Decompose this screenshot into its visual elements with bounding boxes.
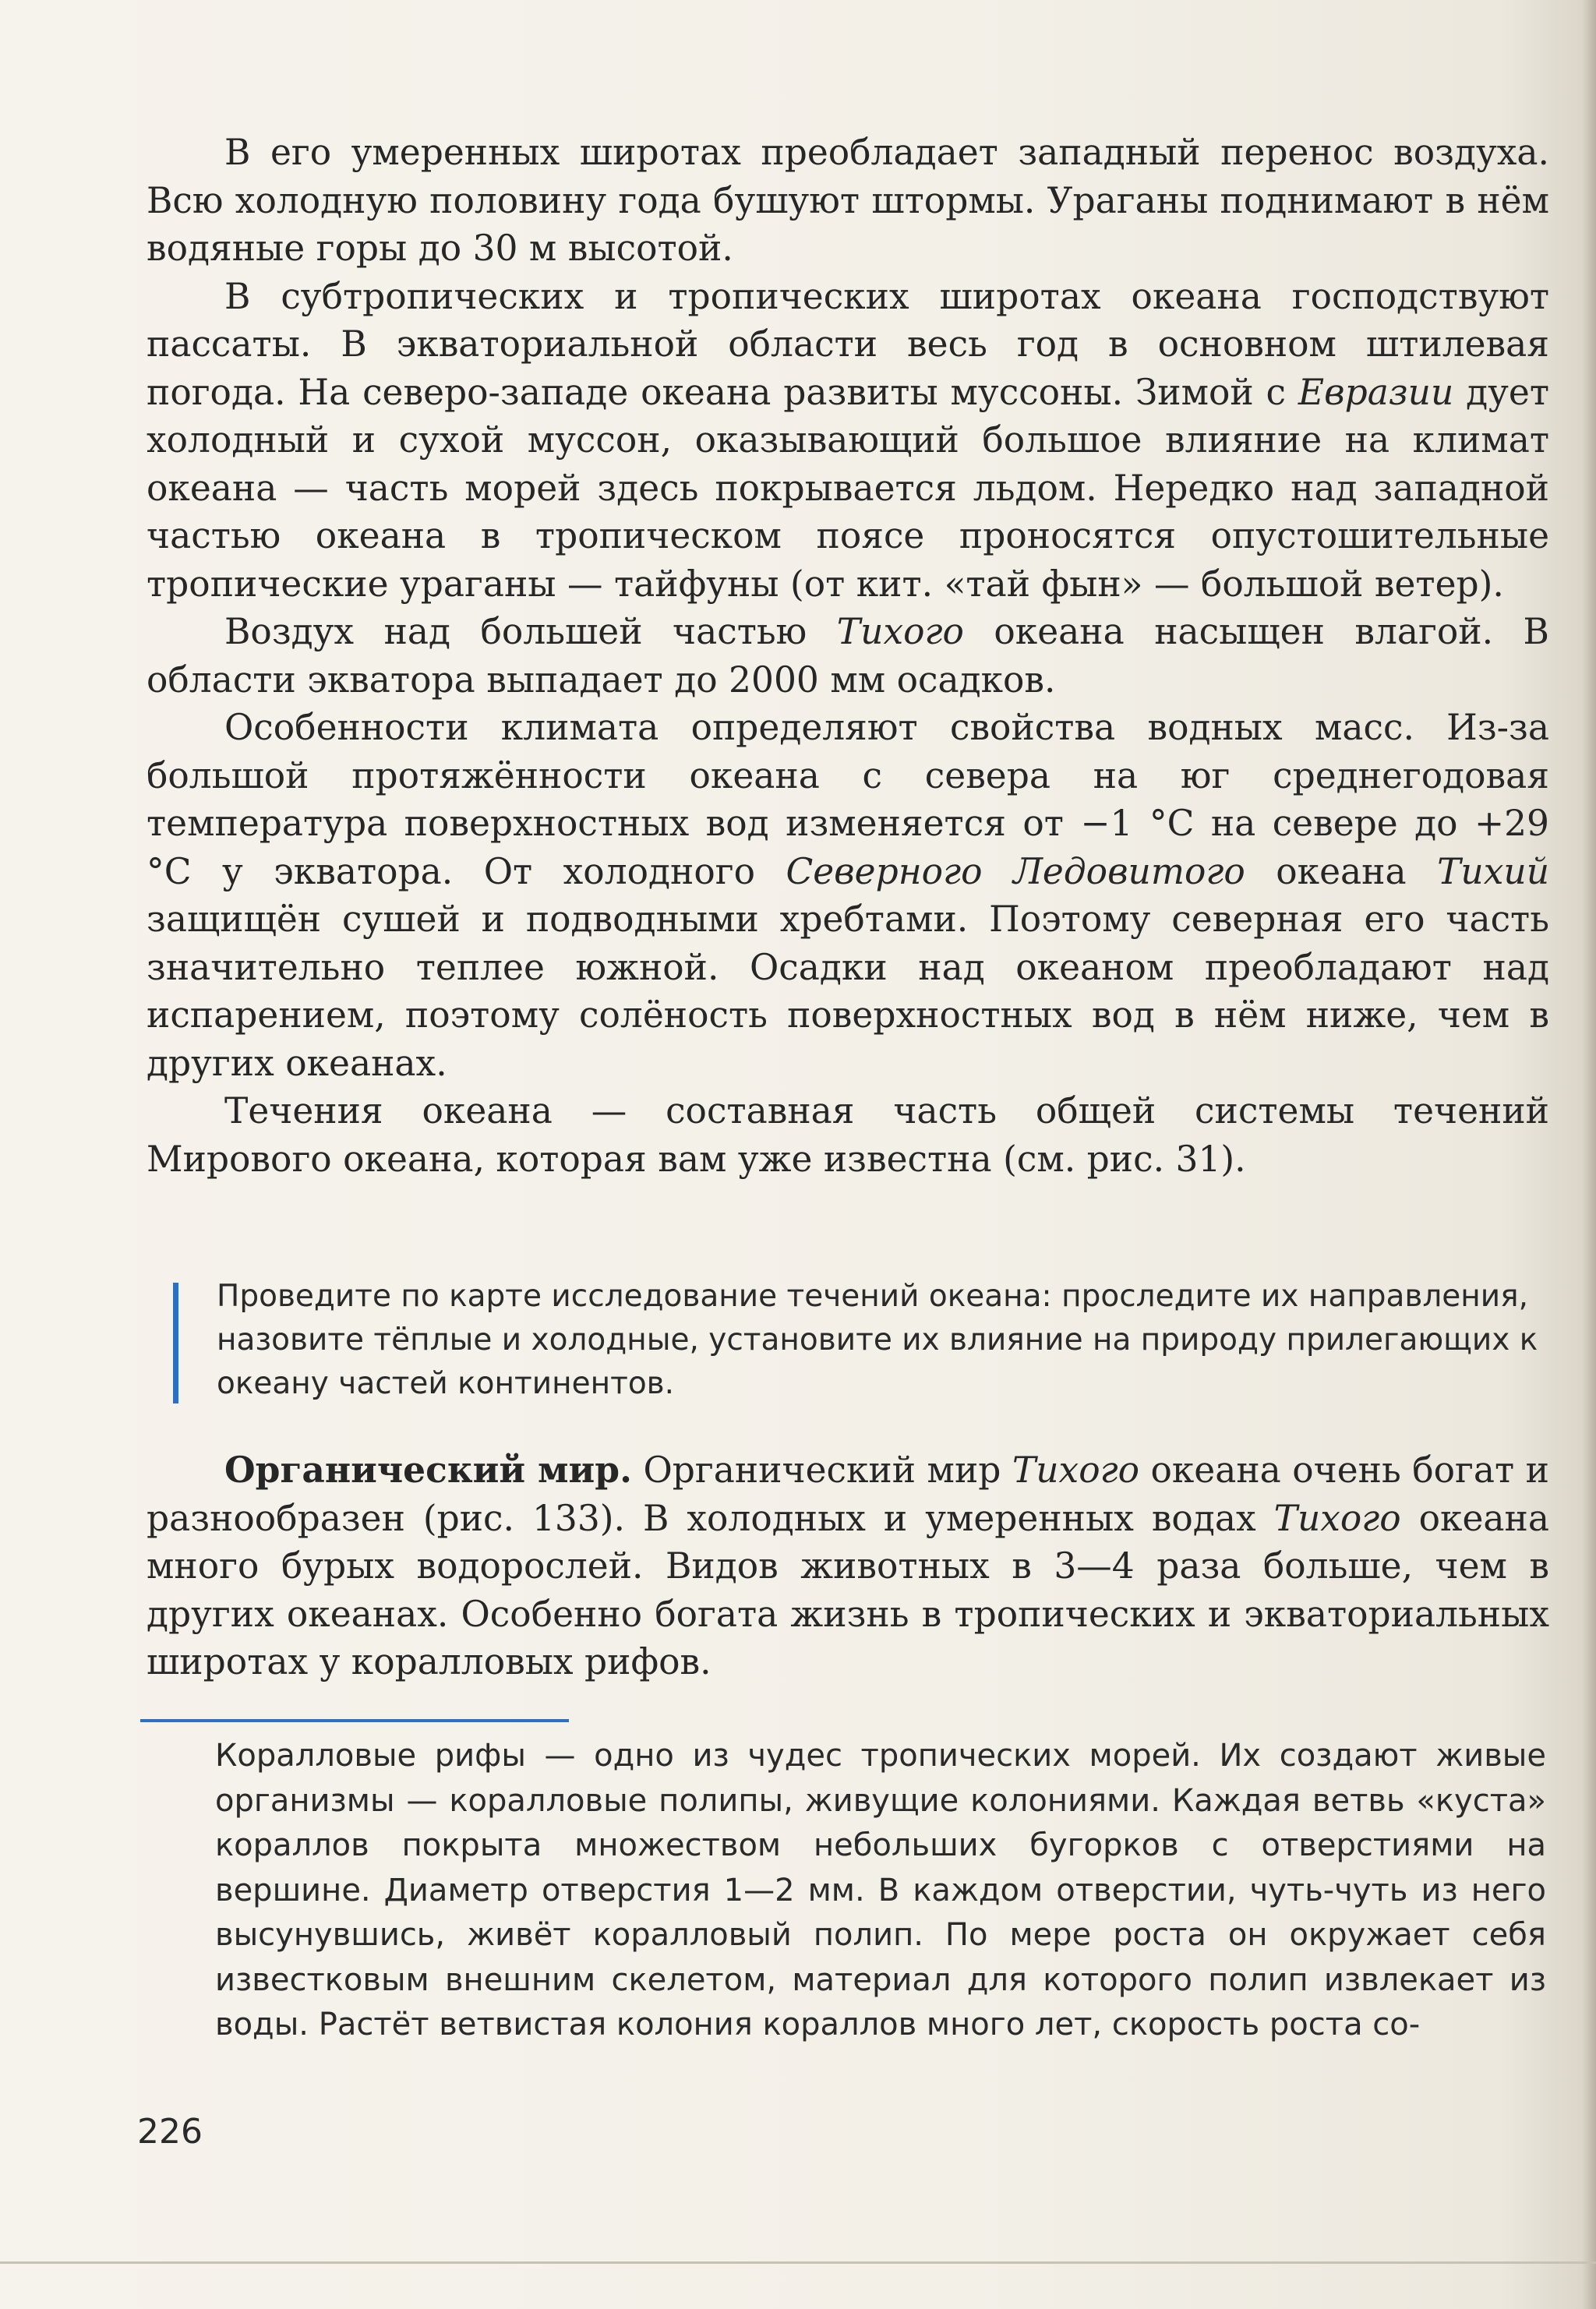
paragraph-organic-world: Органический мир. Органический мир Тихого океана очень богат и разнообразен (рис. 133). В холодных и умеренных водах Тихого океана много бурых водорослей. Видов животных в 3—4 раза больше, чем в других океанах. Особенно богата жизнь в тропических и экваториальных широтах у коралловых рифов. [147,1449,1549,1682]
page-number: 226 [137,2112,203,2152]
page-edge-shadow [1582,0,1596,2309]
paragraph-trade-winds: В субтропических и тропических широтах океана господствуют пассаты. В экваториальной области весь год в основном штилевая погода. На северо-западе океана развиты муссоны. Зимой с Евразии дует холодный и сухой муссон, оказывающий большое влияние на климат океана — часть морей здесь покрывается льдом. Нередко над западной частью океана в тропическом поясе проносятся опустошительные тропические ураганы — тайфуны (от кит. «тай фын» — большой ветер). [147,275,1549,605]
paragraph-westerlies: В его умеренных широтах преобладает западный перенос воздуха. Всю холодную половину года бушуют штормы. Ураганы поднимают в нём водяные горы до 30 м высотой. [147,132,1549,269]
task-box [173,1275,1588,1406]
paragraph-water-masses: Особенности климата определяют свойства водных масс. Из-за большой протяжённости океана с севера на юг среднегодовая температура поверхностных вод изменяется от −1 °С на севере до +29 °С у экватора. От холодного Северного Ледовитого океана Тихий защищён сушей и подводными хребтами. Поэтому северная его часть значительно теплее южной. Осадки над океаном преобладают над испарением, поэтому солёность поверхностных вод в нём ниже, чем в других океанах. [147,707,1549,1084]
section-heading: Органический мир. [224,1449,632,1491]
coral-reef-info-box [215,1734,1546,2048]
term-eurasia: Евразии [1298,371,1454,413]
term-pacific: Тихого [1012,1449,1139,1491]
term-arctic-ocean: Северного Ледовитого [786,850,1245,892]
paragraph-currents: Течения океана — составная часть общей системы течений Мирового океана, которая вам уже известна (см. рис. 31). [147,1090,1549,1180]
coral-reef-text: Коралловые рифы — одно из чудес тропических морей. Их создают живые организмы — коралловые полипы, живущие колониями. Каждая ветвь «куста» кораллов покрыта множеством небольших бугорков с отверстиями на вершине. Диаметр отверстия 1—2 мм. В каждом отверстии, чуть-чуть из него высунувшись, живёт коралловый полип. По мере роста он окружает себя известковым внешним скелетом, материал для которого полип извлекает из воды. Растёт ветвистая колония кораллов много лет, скорость роста со- [215,1738,1546,2042]
term-pacific: Тихий [1437,850,1549,892]
paragraph-humidity: Воздух над большей частью Тихого океана насыщен влагой. В области экватора выпадает до 2000 мм осадков. [147,611,1549,701]
info-box-divider [140,1719,569,1722]
page-bottom-edge [0,2261,1596,2264]
term-pacific: Тихого [836,611,964,652]
task-text: Проведите по карте исследование течений океана: проследите их направления, назовите тёплые и холодные, установите их влияние на природу прилегающих к океану частей континентов. [217,1279,1538,1401]
organic-world-section [147,1446,1549,1686]
term-pacific: Тихого [1273,1497,1401,1539]
climate-section [147,129,1549,1183]
task-accent-bar [173,1283,178,1403]
